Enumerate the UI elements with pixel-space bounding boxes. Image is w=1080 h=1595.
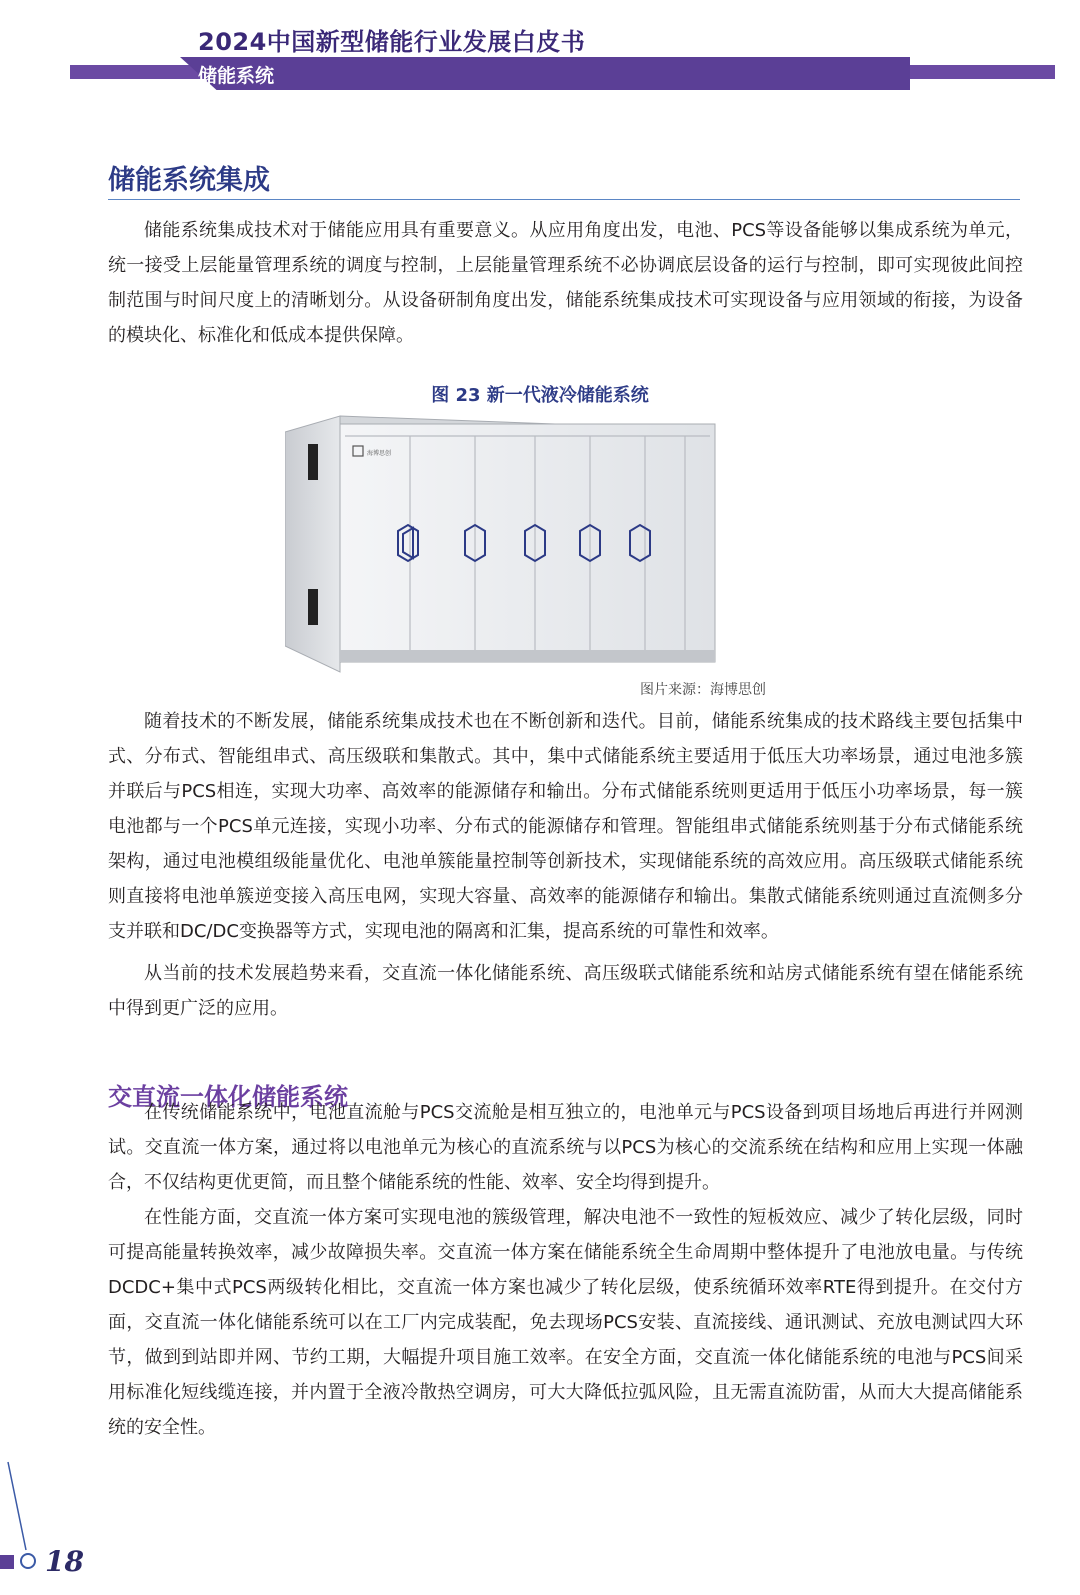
heading-divider: [108, 199, 1020, 200]
trend-paragraph: 从当前的技术发展趋势来看，交直流一体化储能系统、高压级联式储能系统和站房式储能系统有望在储能系统中得到更广泛的应用。: [108, 963, 1023, 1019]
location-pin-icon: [20, 1553, 36, 1569]
ac-dc-benefits-paragraph: 在性能方面，交直流一体方案可实现电池的簇级管理，解决电池不一致性的短板效应、减少了转化层级，同时可提高能量转换效率，减少故障损失率。交直流一体方案在储能系统全生命周期中整体提升了电池放电量。与传统DCDC+集中式PCS两级转化相比，交直流一体方案也减少了转化层级，使系统循环效率RTE得到提升。在交付方面，交直流一体化储能系统可以在工厂内完成装配，免去现场PCS安装、直流接线、通讯测试、充放电测试四大环节，做到到站即并网、节约工期，大幅提升项目施工效率。在安全方面，交直流一体化储能系统的电池与PCS间采用标准化短线缆连接，并内置于全液冷散热空调房，可大大降低拉弧风险，且无需直流防雷，从而大大提高储能系统的安全性。: [108, 1207, 1023, 1438]
document-title: 2024中国新型储能行业发展白皮书: [198, 28, 586, 56]
section-tab: [180, 57, 910, 90]
technology-routes-paragraph: 随着技术的不断发展，储能系统集成技术也在不断创新和迭代。目前，储能系统集成的技术路线主要包括集中式、分布式、智能组串式、高压级联和集散式。其中，集中式储能系统主要适用于低压大功率场景，通过电池多簇并联后与PCS相连，实现大功率、高效率的能源储存和输出。分布式储能系统则更适用于低压小功率场景，每一簇电池都与一个PCS单元连接，实现小功率、分布式的能源储存和管理。智能组串式储能系统则基于分布式储能系统架构，通过电池模组级能量优化、电池单簇能量控制等创新技术，实现储能系统的高效应用。高压级联式储能系统则直接将电池单簇逆变接入高压电网，实现大容量、高效率的能源储存和输出。集散式储能系统则通过直流侧多分支并联和DC/DC变换器等方式，实现电池的隔离和汇集，提高系统的可靠性和效率。: [108, 711, 1023, 942]
page-number: 18: [45, 1545, 84, 1578]
figure-brand-text: 海博思创: [367, 450, 392, 457]
section-tab-label: 储能系统: [198, 65, 275, 87]
ac-dc-intro-paragraph: 在传统储能系统中，电池直流舱与PCS交流舱是相互独立的，电池单元与PCS设备到项目场地后再进行并网测试。交直流一体方案，通过将以电池单元为核心的直流系统与以PCS为核心的交流系统在结构和应用上实现一体融合，不仅结构更优更简，而且整个储能系统的性能、效率、安全均得到提升。: [108, 1102, 1023, 1193]
footer-square: [0, 1555, 14, 1569]
intro-paragraph: 储能系统集成技术对于储能应用具有重要意义。从应用角度出发，电池、PCS等设备能够以集成系统为单元，统一接受上层能量管理系统的调度与控制，上层能量管理系统不必协调底层设备的运行与控制，即可实现彼此间控制范围与时间尺度上的清晰划分。从设备研制角度出发，储能系统集成技术可实现设备与应用领域的衔接，为设备的模块化、标准化和低成本提供保障。: [108, 220, 1023, 346]
storage-cabinet-figure: [285, 414, 745, 674]
figure-source: 图片来源：海博思创: [640, 682, 766, 698]
subsection-heading: 交直流一体化储能系统: [108, 1083, 348, 1111]
figure-caption: 图 23 新一代液冷储能系统: [431, 385, 649, 406]
section-heading: 储能系统集成: [108, 165, 270, 196]
footer-decoration: [0, 0, 60, 1595]
